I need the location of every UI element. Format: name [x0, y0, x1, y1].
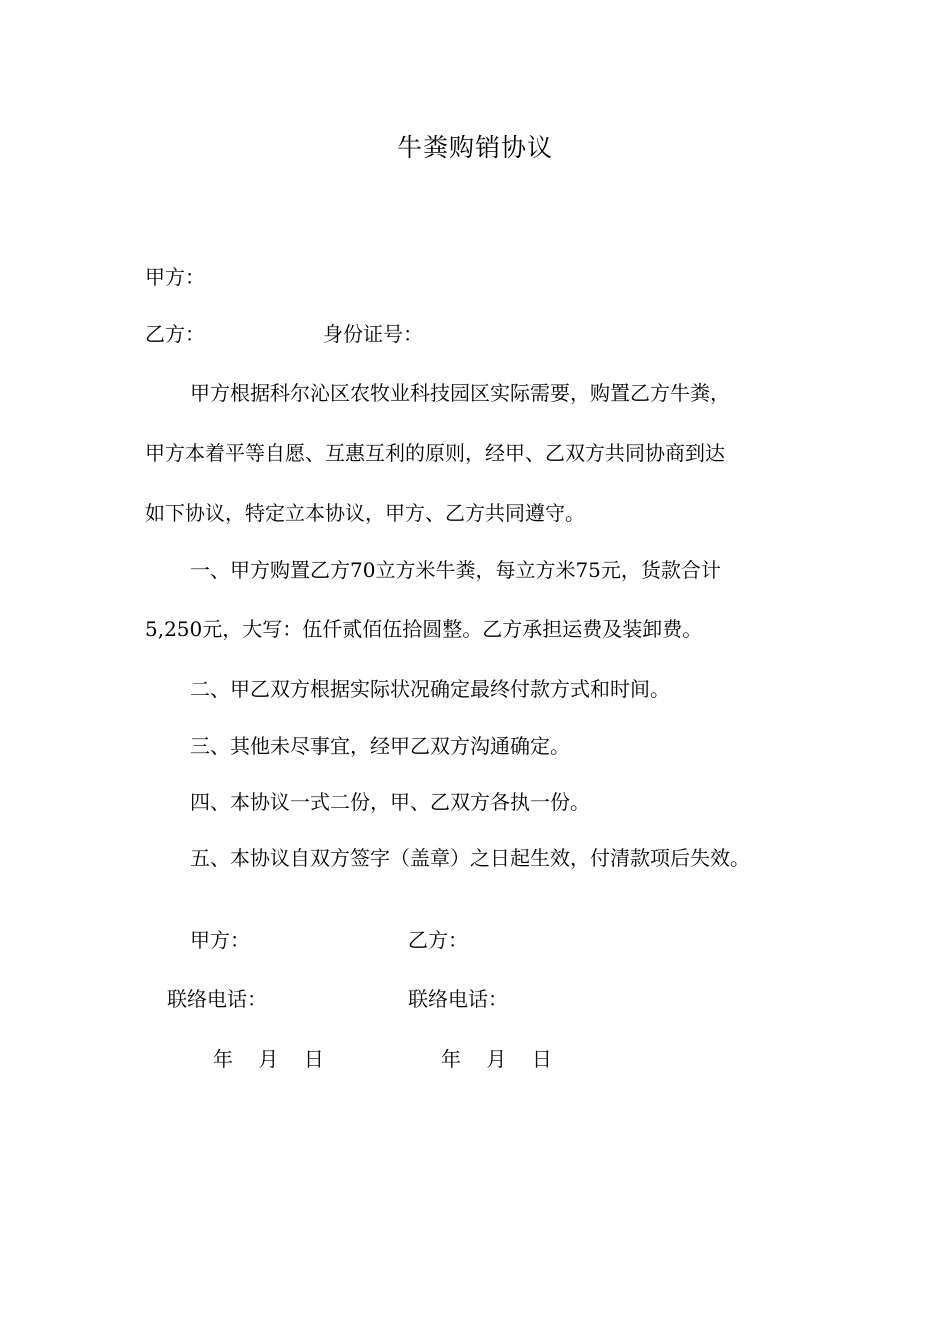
clause-4: 四、本协议一式二份，甲、乙双方各执一份。 — [190, 790, 590, 814]
party-b-label: 乙方： — [145, 322, 205, 346]
intro-line-1: 甲方根据科尔沁区农牧业科技园区实际需要，购置乙方牛粪， — [190, 381, 730, 405]
clause-3: 三、其他未尽事宜，经甲乙双方沟通确定。 — [190, 734, 570, 758]
signature-date-a: 年 月 日 — [213, 1047, 324, 1071]
party-a-label: 甲方： — [145, 265, 205, 289]
intro-line-3: 如下协议，特定立本协议，甲方、乙方共同遵守。 — [145, 501, 585, 525]
clause-5: 五、本协议自双方签字（盖章）之日起生效，付清款项后失效。 — [190, 846, 750, 870]
clause-2: 二、甲乙双方根据实际状况确定最终付款方式和时间。 — [190, 677, 670, 701]
clause-1-line-1: 一、甲方购置乙方70立方米牛粪，每立方米75元，货款合计 — [190, 558, 721, 582]
signature-party-a-label: 甲方： — [190, 928, 250, 952]
clause-1-line-2: 5,250元，大写：伍仟贰佰伍拾圆整。乙方承担运费及装卸费。 — [145, 617, 703, 641]
signature-phone-label-b: 联络电话： — [408, 987, 508, 1011]
signature-date-b: 年 月 日 — [441, 1047, 552, 1071]
document-title: 牛粪购销协议 — [396, 133, 553, 162]
intro-line-2: 甲方本着平等自愿、互惠互利的原则，经甲、乙双方共同协商到达 — [145, 441, 725, 465]
signature-phone-label-a: 联络电话： — [167, 987, 267, 1011]
id-number-label: 身份证号： — [323, 322, 423, 346]
signature-party-b-label: 乙方： — [408, 928, 468, 952]
